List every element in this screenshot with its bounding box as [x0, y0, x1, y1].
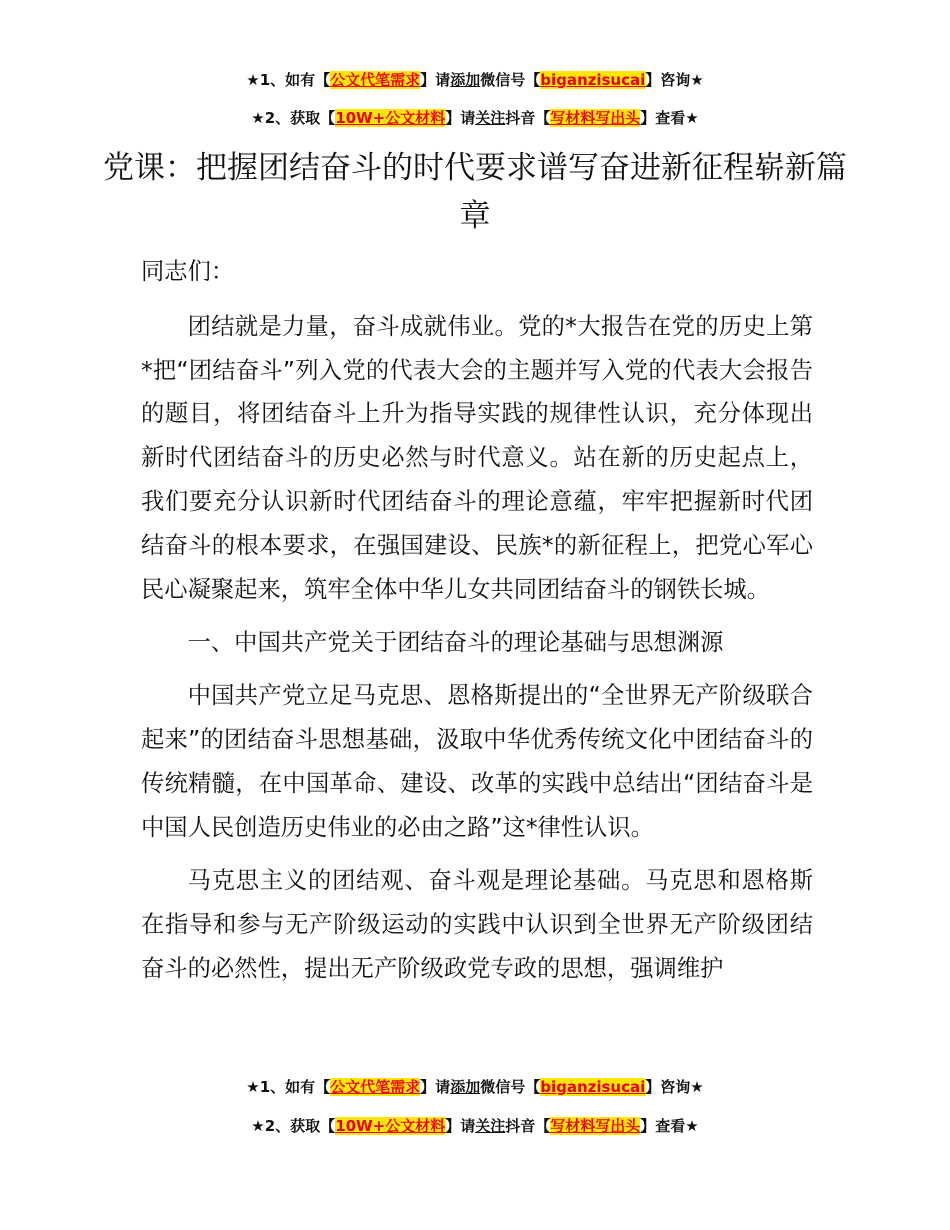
- paragraph-foundation: 中国共产党立足马克思、恩格斯提出的“全世界无产阶级联合起来”的团结奋斗思想基础，汲取中华优秀传统文化中团结奋斗的传统精髓，在中国革命、建设、改革的实践中总结出“团结奋斗是中国人民创造历史伟业的必由之路”这*律性认识。: [141, 682, 813, 841]
- banner-text: ★1、如有【: [246, 71, 331, 89]
- banner-text: 】请: [420, 1078, 451, 1096]
- salutation: 同志们：: [141, 258, 235, 285]
- paragraph-marxism: 马克思主义的团结观、奋斗观是理论基础。马克思和恩格斯在指导和参与无产阶级运动的实践中认识到全世界无产阶级团结奋斗的必然性，提出无产阶级政党专政的思想，强调维护: [141, 867, 813, 982]
- banner-highlight-douyin: 写材料写出头: [550, 1117, 641, 1135]
- top-banner-line-1: [0, 70, 950, 90]
- document-body: [141, 250, 813, 1001]
- banner-emphasis: 添加: [450, 1078, 481, 1096]
- banner-text: 】咨询★: [645, 1078, 704, 1096]
- banner-text: 】请: [445, 1117, 476, 1135]
- banner-text: 】咨询★: [645, 71, 704, 89]
- banner-text: 抖音【: [505, 109, 551, 127]
- banner-text: 】请: [445, 109, 476, 127]
- banner-emphasis: 关注: [475, 109, 506, 127]
- banner-text: ★1、如有【: [246, 1078, 331, 1096]
- bottom-banner-line-2: [0, 1116, 950, 1136]
- banner-text: 】查看★: [640, 1117, 699, 1135]
- banner-highlight-wechat-id: biganzisucai: [540, 71, 646, 89]
- bottom-banner-line-1: [0, 1077, 950, 1097]
- banner-emphasis: 添加: [450, 71, 481, 89]
- section-heading-1: 一、中国共产党关于团结奋斗的理论基础与思想渊源: [187, 629, 724, 657]
- banner-text: 抖音【: [505, 1117, 551, 1135]
- banner-highlight-ghostwriting: 公文代笔需求: [330, 1078, 421, 1096]
- banner-text: ★2、获取【: [251, 1117, 336, 1135]
- banner-highlight-materials: 10W+公文材料: [335, 109, 446, 127]
- banner-text: 】查看★: [640, 109, 699, 127]
- banner-highlight-wechat-id: biganzisucai: [540, 1078, 646, 1096]
- banner-text: ★2、获取【: [251, 109, 336, 127]
- banner-text: 微信号【: [480, 71, 541, 89]
- banner-text: 微信号【: [480, 1078, 541, 1096]
- banner-highlight-materials: 10W+公文材料: [335, 1117, 446, 1135]
- document-title: 党课：把握团结奋斗的时代要求谱写奋进新征程崭新篇章: [103, 150, 847, 234]
- top-banner-line-2: [0, 108, 950, 128]
- banner-highlight-ghostwriting: 公文代笔需求: [330, 71, 421, 89]
- banner-text: 】请: [420, 71, 451, 89]
- banner-emphasis: 关注: [475, 1117, 506, 1135]
- banner-highlight-douyin: 写材料写出头: [550, 109, 641, 127]
- paragraph-intro: 团结就是力量，奋斗成就伟业。党的*大报告在党的历史上第*把“团结奋斗”列入党的代表大会的主题并写入党的代表大会报告的题目，将团结奋斗上升为指导实践的规律性认识，充分体现出新时代团结奋斗的历史必然与时代意义。站在新的历史起点上，我们要充分认识新时代团结奋斗的理论意蕴，牢牢把握新时代团结奋斗的根本要求，在强国建设、民族*的新征程上，把党心军心民心凝聚起来，筑牢全体中华儿女共同团结奋斗的钢铁长城。: [141, 312, 813, 603]
